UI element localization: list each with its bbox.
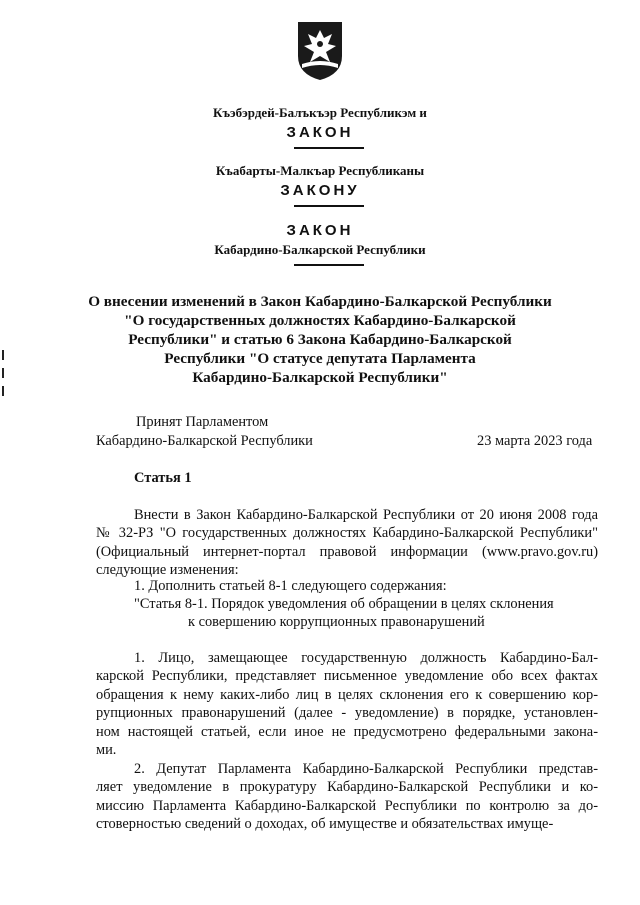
text-line: 1. Лицо, замещающее государственную должность Кабардино-Бал-: [134, 650, 598, 666]
kabardian-republic-line: Къэбэрдей-Балъкъэр Республикэм и: [213, 105, 427, 120]
kabardian-law-heading: ЗАКОН: [286, 124, 354, 141]
text-line: (Официальный интернет-портал правовой информации (www.pravo.gov.ru): [96, 543, 598, 560]
item-1: 1. Дополнить статьей 8-1 следующего содержания:: [134, 578, 447, 594]
title-line: Кабардино-Балкарской Республики": [192, 369, 448, 386]
new-article-title-2: к совершению коррупционных правонарушений: [188, 614, 485, 630]
divider: [294, 205, 364, 207]
russian-republic-line: Кабардино-Балкарской Республики: [214, 242, 426, 257]
text-line: 2. Депутат Парламента Кабардино-Балкарской Республики представ-: [134, 761, 598, 777]
divider: [294, 264, 364, 266]
title-line: "О государственных должностях Кабардино-Балкарской: [124, 312, 516, 329]
text-line: обращения к нему каких-либо лиц в целях склонения его к совершению кор-: [96, 686, 598, 703]
balkar-republic-line: Къабарты-Малкъар Республиканы: [215, 163, 425, 178]
adoption-line-1: Принят Парламентом: [136, 414, 269, 430]
law-title: [0, 292, 640, 387]
new-article-title-1: "Статья 8-1. Порядок уведомления об обращении в целях склонения: [134, 596, 554, 612]
article-intro: [96, 506, 598, 580]
title-line: О внесении изменений в Закон Кабардино-Балкарской Республики: [88, 293, 552, 310]
title-line: Республики" и статью 6 Закона Кабардино-Балкарской: [128, 331, 512, 348]
text-line: миссию Парламента Кабардино-Балкарской Республики по контролю за до-: [96, 797, 598, 814]
text-line: № 32-РЗ "О государственных должностях Кабардино-Балкарской Республики": [96, 525, 598, 542]
adoption-line-2: Кабардино-Балкарской Республики: [96, 433, 313, 449]
adoption-date: 23 марта 2023 года: [477, 433, 593, 449]
article-heading: Статья 1: [134, 470, 192, 486]
text-line: ляет уведомление в прокуратуру Кабардино-Балкарской Республики и ко-: [96, 779, 598, 796]
text-line: Внести в Закон Кабардино-Балкарской Республики от 20 июня 2008 года: [134, 507, 598, 523]
russian-law-heading: ЗАКОН: [286, 222, 354, 239]
text-line: рупционных правонарушений (далее - уведомление) в порядке, установлен-: [96, 705, 598, 722]
scan-mark: [2, 386, 4, 396]
text-line: следующие изменения:: [96, 562, 239, 579]
title-line: Республики "О статусе депутата Парламента: [164, 350, 476, 367]
scan-mark: [2, 368, 4, 378]
divider: [294, 147, 364, 149]
paragraph-1: [96, 649, 598, 759]
text-line: ми.: [96, 742, 117, 759]
paragraph-2: [96, 760, 598, 834]
text-line: ном настоящей статьей, если иное не предусмотрено федеральными закона-: [96, 723, 598, 740]
scan-mark: [2, 350, 4, 360]
coat-of-arms-icon: [296, 18, 344, 82]
balkar-law-heading: ЗАКОНУ: [280, 182, 360, 199]
text-line: карской Республики, представляет письменное уведомление обо всех фактах: [96, 668, 598, 685]
text-line: стоверностью сведений о доходах, об имуществе и обязательствах имуще-: [96, 816, 554, 833]
